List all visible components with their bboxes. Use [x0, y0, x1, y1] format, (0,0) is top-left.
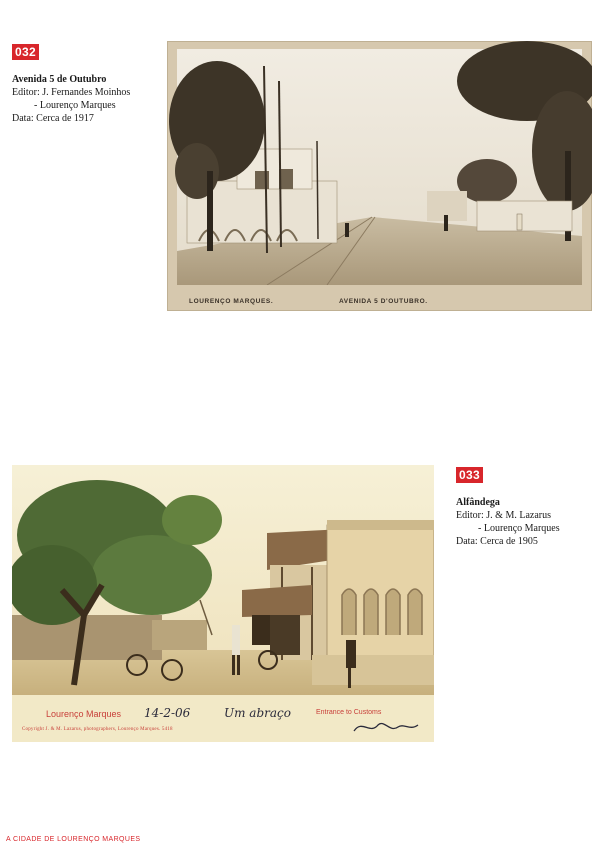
entry-caption — [12, 73, 162, 125]
entry-number-badge: 033 — [456, 467, 483, 483]
handwritten-date: 14-2-06 — [144, 706, 191, 720]
entry-editor: Editor: J. Fernandes Moinhos — [12, 87, 131, 98]
postcard-caption-right: AVENIDA 5 D'OUTUBRO. — [339, 298, 428, 305]
street-scene-illustration — [167, 41, 592, 311]
entry-date: Data: Cerca de 1905 — [456, 536, 538, 547]
postcard-photo-alfandega — [12, 465, 434, 742]
entry-title: Alfândega — [456, 497, 500, 508]
entry-caption — [456, 496, 606, 548]
entry-editor-location: - Lourenço Marques — [34, 100, 116, 111]
customs-scene-illustration — [12, 465, 434, 742]
handwritten-note: Um abraço — [224, 706, 291, 720]
entry-number-badge: 032 — [12, 44, 39, 60]
postcard-copyright: Copyright J. & M. Lazarus, photographers, Lourenço Marques. 5418 — [22, 727, 173, 732]
entry-editor-location: - Lourenço Marques — [478, 523, 560, 534]
entry-editor: Editor: J. & M. Lazarus — [456, 510, 551, 521]
entry-date: Data: Cerca de 1917 — [12, 113, 94, 124]
handwritten-signature — [352, 717, 422, 737]
postcard-caption-left: Lourenço Marques — [46, 709, 122, 719]
postcard-caption-right: Entrance to Customs — [316, 709, 382, 716]
postcard-photo-avenida — [167, 41, 592, 311]
page-footer: A CIDADE DE LOURENÇO MARQUES — [6, 836, 141, 843]
postcard-caption-left: LOURENÇO MARQUES. — [189, 298, 274, 305]
entry-title: Avenida 5 de Outubro — [12, 74, 107, 85]
